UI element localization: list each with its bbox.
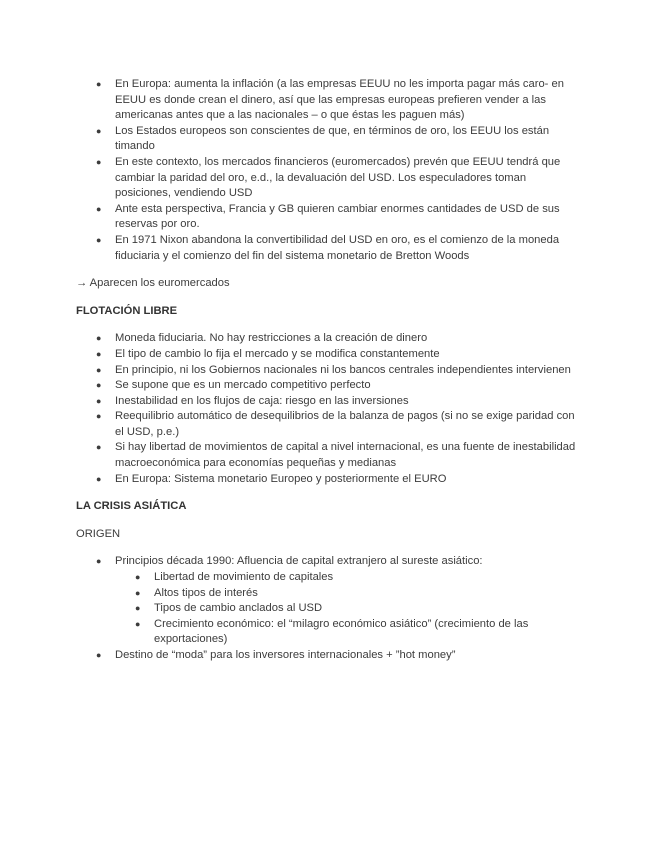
list-item: ● En 1971 Nixon abandona la convertibilidad del USD en oro, es el comienzo de la moneda fiduciaria y el comienzo del fin del sistema monetario de Bretton Woods — [96, 233, 560, 262]
sub-list-item: ● Altos tipos de interés — [115, 586, 585, 602]
bullet-icon: ● — [96, 395, 102, 406]
list-item: ● Principios década 1990: Afluencia de capital extranjero al sureste asiático: ● Libertad de movimiento de capitales ● Altos tipos de interés ● Tipos de cambio anclados al USD ● Crecimiento económico: el “milagro económico asiático” (crecimiento de las exportaciones) — [76, 554, 585, 648]
bullet-icon: ● — [96, 556, 102, 567]
bullet-icon: ● — [96, 156, 102, 167]
bullet-icon: ● — [135, 587, 141, 598]
section-heading-flotacion: FLOTACIÓN LIBRE — [76, 304, 178, 317]
sub-list-item: ● Tipos de cambio anclados al USD — [115, 601, 585, 617]
list-item: ● El tipo de cambio lo fija el mercado y se modifica constantemente — [76, 347, 585, 363]
list-item: ● En principio, ni los Gobiernos nacionales ni los bancos centrales independientes intervienen — [76, 363, 585, 379]
list-item: ● Si hay libertad de movimientos de capital a nivel internacional, es una fuente de inestabilidad macroeconómica para economías pequeñas y medianas — [96, 441, 576, 470]
bullet-icon: ● — [96, 380, 102, 391]
bullet-icon: ● — [96, 333, 102, 344]
list-item: ● Moneda fiduciaria. No hay restricciones a la creación de dinero — [76, 331, 585, 347]
bullet-icon: ● — [96, 234, 102, 245]
bullet-icon: ● — [96, 125, 102, 136]
subheading-origen: ORIGEN — [76, 527, 121, 540]
flotacion-bullet-list — [76, 331, 585, 487]
bullet-icon: ● — [135, 572, 141, 583]
list-item: ● Inestabilidad en los flujos de caja: riesgo en las inversiones — [76, 394, 585, 410]
bullet-icon: ● — [96, 473, 102, 484]
list-item: ● Ante esta perspectiva, Francia y GB quieren cambiar enormes cantidades de USD de sus reservas por oro. — [96, 202, 560, 231]
bullet-icon: ● — [96, 650, 102, 660]
arrow-note: → Aparecen los euromercados — [76, 277, 230, 290]
list-item: ● En este contexto, los mercados financieros (euromercados) prevén que EEUU tendrá que cambiar la paridad del oro, e.d., la devaluación del USD. Los especuladores toman posiciones, vendiendo USD — [96, 155, 561, 200]
bullet-icon: ● — [96, 411, 102, 422]
list-item: ● Destino de “moda” para los inversores internacionales + ”hot money” — [76, 648, 585, 664]
bullet-icon: ● — [96, 364, 102, 375]
bullet-icon: ● — [96, 348, 102, 359]
bullet-icon: ● — [96, 79, 102, 89]
list-item: ● Reequilibrio automático de desequilibrios de la balanza de pagos (si no se exige paridad con el USD, p.e.) — [96, 410, 575, 438]
bullet-icon: ● — [135, 618, 141, 629]
list-item: ● Los Estados europeos son conscientes de que, en términos de oro, los EEUU los están timando — [96, 124, 550, 153]
list-item: ● Se supone que es un mercado competitivo perfecto — [76, 378, 585, 394]
bullet-icon: ● — [96, 203, 102, 214]
origen-sub-list — [115, 570, 585, 648]
section-heading-crisis: LA CRISIS ASIÁTICA — [76, 500, 187, 513]
bullet-icon: ● — [135, 603, 141, 614]
europe-bullet-list — [76, 77, 585, 264]
sub-list-item: ● Libertad de movimiento de capitales — [115, 570, 585, 586]
sub-list-item: ● Crecimiento económico: el “milagro económico asiático” (crecimiento de las exportaciones) — [135, 617, 529, 646]
list-item: ● En Europa: Sistema monetario Europeo y posteriormente el EURO — [76, 472, 585, 488]
list-item: ● En Europa: aumenta la inflación (a las empresas EEUU no les importa pagar más caro- en EEUU es donde crean el dinero, así que las empresas europeas prefieren vender a las americanas antes que a las nacionales – o que éstas les paguen más) — [96, 78, 564, 122]
bullet-icon: ● — [96, 442, 102, 453]
origen-bullet-list — [76, 554, 585, 663]
